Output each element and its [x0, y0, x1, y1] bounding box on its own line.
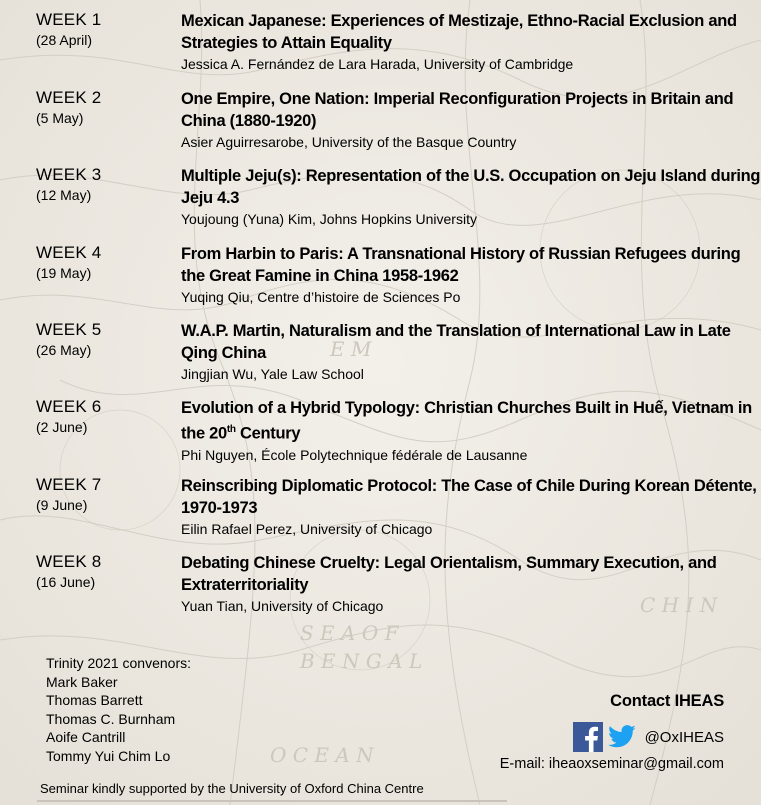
week-label-block — [36, 397, 166, 437]
talk-title: One Empire, One Nation: Imperial Reconfiguration Projects in Britain and China (1880-1920) — [181, 90, 734, 130]
talk-block — [181, 165, 761, 229]
week-label-block — [36, 10, 166, 50]
talk-title — [181, 397, 761, 445]
social-links — [404, 720, 724, 754]
talk-title: Multiple Jeju(s): Representation of the U.S. Occupation on Jeju Island during Jeju 4.3 — [181, 167, 761, 207]
talk-title: Reinscribing Diplomatic Protocol: The Case of Chile During Korean Détente, 1970-1973 — [181, 477, 757, 517]
week-date: (2 June) — [36, 419, 88, 435]
talk-block — [181, 10, 761, 74]
week-label-block — [36, 165, 166, 205]
map-label-em: E M — [330, 337, 372, 361]
week-date: (5 May) — [36, 110, 84, 126]
talk-title: W.A.P. Martin, Naturalism and the Translation of International Law in Late Qing China — [181, 322, 731, 362]
week-label-block — [36, 243, 166, 283]
week-number: WEEK 3 — [36, 165, 102, 184]
week-number: WEEK 7 — [36, 475, 102, 494]
week-number: WEEK 1 — [36, 10, 102, 29]
week-date: (12 May) — [36, 187, 92, 203]
week-label-block — [36, 475, 166, 515]
contact-block — [404, 690, 724, 774]
talk-block — [181, 243, 761, 307]
talk-speaker: Yuqing Qiu, Centre d’histoire de Sciences Po — [181, 289, 461, 305]
week-date: (9 June) — [36, 497, 88, 513]
talk-speaker: Jessica A. Fernández de Lara Harada, University of Cambridge — [181, 56, 574, 72]
talk-title-superscript: th — [226, 424, 236, 435]
week-date: (26 May) — [36, 342, 92, 358]
facebook-icon[interactable] — [573, 722, 603, 752]
map-label-sea: S E A O F — [300, 621, 399, 645]
talk-block — [181, 88, 761, 152]
contact-email[interactable]: E-mail: iheaoxseminar@gmail.com — [499, 756, 724, 772]
talk-title: Debating Chinese Cruelty: Legal Orientalism, Summary Execution, and Extraterritoriality — [181, 554, 717, 594]
talk-title-end: Century — [235, 424, 301, 443]
week-date: (28 April) — [36, 32, 93, 48]
footer-support-note: Seminar kindly supported by the University of Oxford China Centre — [40, 781, 424, 796]
week-label-block — [36, 88, 166, 128]
map-label-bengal: B E N G A L — [300, 649, 423, 673]
convenor-name: Aoife Cantrill — [46, 729, 126, 745]
talk-block — [181, 397, 761, 465]
twitter-icon[interactable] — [607, 722, 637, 752]
convenors-heading: Trinity 2021 convenors: — [46, 655, 191, 671]
contact-title: Contact IHEAS — [610, 692, 724, 710]
talk-speaker: Eilin Rafael Perez, University of Chicago — [181, 521, 433, 537]
talk-block — [181, 552, 761, 616]
talk-title-main: Evolution of a Hybrid Typology: Christian Churches Built in Huế, Vietnam in the 20 — [181, 399, 752, 443]
talk-speaker: Asier Aguirresarobe, University of the Basque Country — [181, 134, 517, 150]
talk-title: Mexican Japanese: Experiences of Mestizaje, Ethno-Racial Exclusion and Strategies to Attain Equality — [181, 12, 737, 52]
convenor-name: Tommy Yui Chim Lo — [46, 747, 171, 764]
convenors-list — [46, 654, 191, 765]
convenor-name: Thomas Barrett — [46, 692, 143, 708]
talk-block — [181, 475, 761, 539]
social-handle[interactable]: @OxIHEAS — [644, 728, 724, 746]
talk-speaker: Jingjian Wu, Yale Law School — [181, 366, 364, 382]
week-label-block — [36, 552, 166, 592]
talk-title: From Harbin to Paris: A Transnational History of Russian Refugees during the Great Famine in China 1958-1962 — [181, 245, 741, 285]
talk-speaker: Yuan Tian, University of Chicago — [181, 598, 384, 614]
talk-block — [181, 320, 761, 384]
talk-speaker: Youjoung (Yuna) Kim, Johns Hopkins University — [181, 211, 477, 227]
map-label-china: C H I N — [640, 593, 718, 617]
footer-divider — [37, 800, 507, 802]
talk-speaker: Phi Nguyen, École Polytechnique fédérale de Lausanne — [181, 446, 528, 463]
week-number: WEEK 5 — [36, 320, 102, 339]
week-number: WEEK 2 — [36, 88, 102, 107]
week-number: WEEK 4 — [36, 243, 102, 262]
week-date: (16 June) — [36, 574, 96, 590]
map-label-ocean: O C E A N — [270, 743, 374, 767]
convenor-name: Thomas C. Burnham — [46, 710, 176, 727]
week-number: WEEK 8 — [36, 552, 102, 571]
week-number: WEEK 6 — [36, 397, 102, 416]
week-label-block — [36, 320, 166, 360]
convenor-name: Mark Baker — [46, 673, 118, 690]
week-date: (19 May) — [36, 265, 92, 281]
